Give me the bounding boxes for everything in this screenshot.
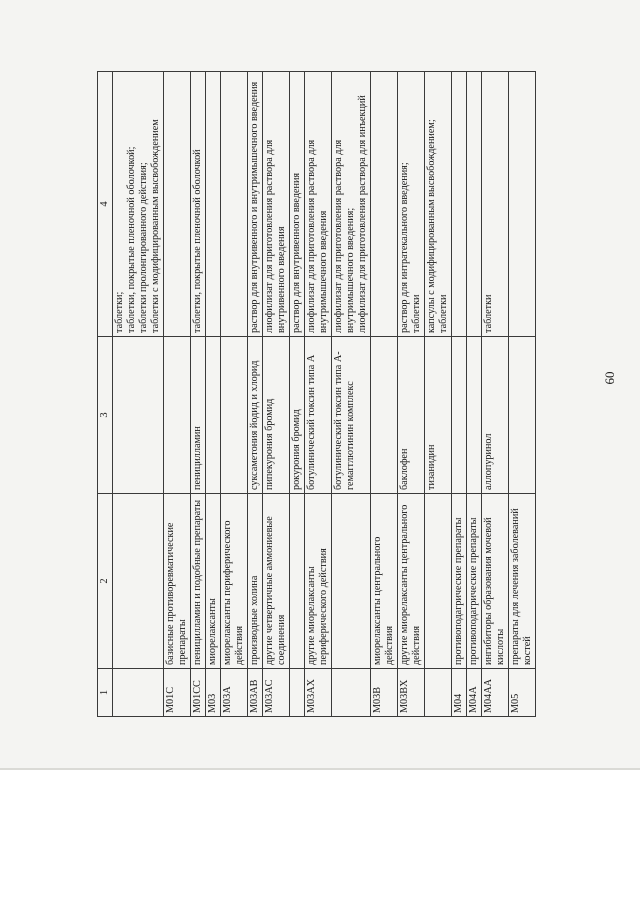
substance-cell	[221, 337, 248, 494]
dosage-form-line: таблетки, покрытые пленочной оболочкой;	[126, 146, 137, 333]
dosage-forms-cell	[164, 72, 191, 337]
drug-classification-table-rotated	[97, 72, 567, 717]
dosage-form-line: раствор для интратекального введения;	[399, 162, 410, 333]
table-row	[371, 72, 398, 717]
page-edge-shadow	[0, 768, 640, 770]
group-name-cell: препараты для лечения заболеваний костей	[509, 494, 536, 669]
dosage-form-line: таблетки;	[114, 291, 125, 333]
substance-cell: ботулинический токсин типа A	[305, 337, 332, 494]
dosage-forms-cell	[482, 72, 509, 337]
substance-cell	[467, 337, 482, 494]
header-col-3: 3	[98, 337, 113, 494]
group-name-cell	[113, 494, 164, 669]
atc-code-cell: M03AB	[248, 669, 263, 717]
table-row	[221, 72, 248, 717]
dosage-form-line: таблетки	[411, 294, 422, 333]
atc-code-cell: M03B	[371, 669, 398, 717]
substance-cell: аллопуринол	[482, 337, 509, 494]
table-row	[452, 72, 467, 717]
dosage-form-line: таблетки	[483, 294, 494, 333]
group-name-cell	[425, 494, 452, 669]
group-name-cell: базисные противоревматические препараты	[164, 494, 191, 669]
table-row	[482, 72, 509, 717]
table-row	[305, 72, 332, 717]
dosage-forms-cell	[398, 72, 425, 337]
header-col-2: 2	[98, 494, 113, 669]
group-name-cell	[290, 494, 305, 669]
header-col-4: 4	[98, 72, 113, 337]
group-name-cell: производные холина	[248, 494, 263, 669]
dosage-form-line: лиофилизат для приготовления раствора для внутривенного введения	[264, 139, 287, 333]
atc-code-cell	[290, 669, 305, 717]
page-number: 60	[602, 371, 617, 385]
substance-cell: рокурония бромид	[290, 337, 305, 494]
atc-code-cell: M04A	[467, 669, 482, 717]
dosage-forms-cell	[263, 72, 290, 337]
group-name-cell	[332, 494, 371, 669]
group-name-cell: противоподагрические препараты	[467, 494, 482, 669]
group-name-cell: другие четвертичные аммониевые соединения	[263, 494, 290, 669]
dosage-forms-cell	[305, 72, 332, 337]
dosage-forms-cell	[452, 72, 467, 337]
atc-code-cell: M03A	[221, 669, 248, 717]
group-name-cell: ингибиторы образования мочевой кислоты	[482, 494, 509, 669]
dosage-forms-cell	[467, 72, 482, 337]
substance-cell: ботулинический токсин типа A-гемагглютинин комплекс	[332, 337, 371, 494]
dosage-form-line: таблетки пролонгированного действия;	[138, 162, 149, 333]
atc-code-cell: M04	[452, 669, 467, 717]
dosage-form-line: лиофилизат для приготовления раствора для внутримышечного введения	[306, 139, 329, 333]
table-row	[290, 72, 305, 717]
drug-classification-table	[97, 71, 536, 717]
table-row	[467, 72, 482, 717]
dosage-forms-cell	[206, 72, 221, 337]
table-row	[398, 72, 425, 717]
group-name-cell: противоподагрические препараты	[452, 494, 467, 669]
group-name-cell: миорелаксанты центрального действия	[371, 494, 398, 669]
substance-cell	[452, 337, 467, 494]
dosage-form-line: таблетки с модифицированным высвобождением	[150, 119, 161, 333]
group-name-cell: другие миорелаксанты периферического действия	[305, 494, 332, 669]
header-row	[98, 72, 113, 717]
dosage-form-line: раствор для внутривенного введения	[291, 172, 302, 333]
dosage-form-line: таблетки	[438, 294, 449, 333]
dosage-forms-cell	[113, 72, 164, 337]
atc-code-cell	[425, 669, 452, 717]
substance-cell	[206, 337, 221, 494]
substance-cell	[371, 337, 398, 494]
dosage-forms-cell	[425, 72, 452, 337]
substance-cell: пеницилламин	[191, 337, 206, 494]
table-row	[263, 72, 290, 717]
substance-cell	[509, 337, 536, 494]
substance-cell: тизанидин	[425, 337, 452, 494]
group-name-cell: пеницилламин и подобные препараты	[191, 494, 206, 669]
dosage-forms-cell	[332, 72, 371, 337]
substance-cell: суксаметония йодид и хлорид	[248, 337, 263, 494]
atc-code-cell: M03	[206, 669, 221, 717]
dosage-form-line: капсулы с модифицированным высвобождением;	[426, 119, 437, 333]
group-name-cell: другие миорелаксанты центрального действия	[398, 494, 425, 669]
table-row	[191, 72, 206, 717]
dosage-forms-cell	[221, 72, 248, 337]
atc-code-cell: M03AX	[305, 669, 332, 717]
atc-code-cell	[332, 669, 371, 717]
dosage-form-line: лиофилизат для приготовления раствора для инъекций	[357, 95, 368, 333]
dosage-forms-cell	[371, 72, 398, 337]
substance-cell	[164, 337, 191, 494]
dosage-form-line: лиофилизат для приготовления раствора для внутримышечного введения;	[333, 139, 356, 333]
table-row	[113, 72, 164, 717]
table-row	[332, 72, 371, 717]
atc-code-cell: M01CC	[191, 669, 206, 717]
atc-code-cell: M04AA	[482, 669, 509, 717]
header-col-1: 1	[98, 669, 113, 717]
atc-code-cell: M05	[509, 669, 536, 717]
substance-cell	[113, 337, 164, 494]
dosage-form-line: таблетки, покрытые пленочной оболочкой	[192, 149, 203, 333]
atc-code-cell	[113, 669, 164, 717]
table-row	[509, 72, 536, 717]
dosage-forms-cell	[509, 72, 536, 337]
substance-cell: пипекурония бромид	[263, 337, 290, 494]
dosage-forms-cell	[248, 72, 263, 337]
table-row	[164, 72, 191, 717]
substance-cell: баклофен	[398, 337, 425, 494]
dosage-forms-cell	[290, 72, 305, 337]
atc-code-cell: M01C	[164, 669, 191, 717]
dosage-forms-cell	[191, 72, 206, 337]
table-row	[248, 72, 263, 717]
atc-code-cell: M03BX	[398, 669, 425, 717]
group-name-cell: миорелаксанты	[206, 494, 221, 669]
group-name-cell: миорелаксанты периферического действия	[221, 494, 248, 669]
dosage-form-line: раствор для внутривенного и внутримышечного введения	[249, 81, 260, 333]
table-row	[206, 72, 221, 717]
table-row	[425, 72, 452, 717]
atc-code-cell: M03AC	[263, 669, 290, 717]
